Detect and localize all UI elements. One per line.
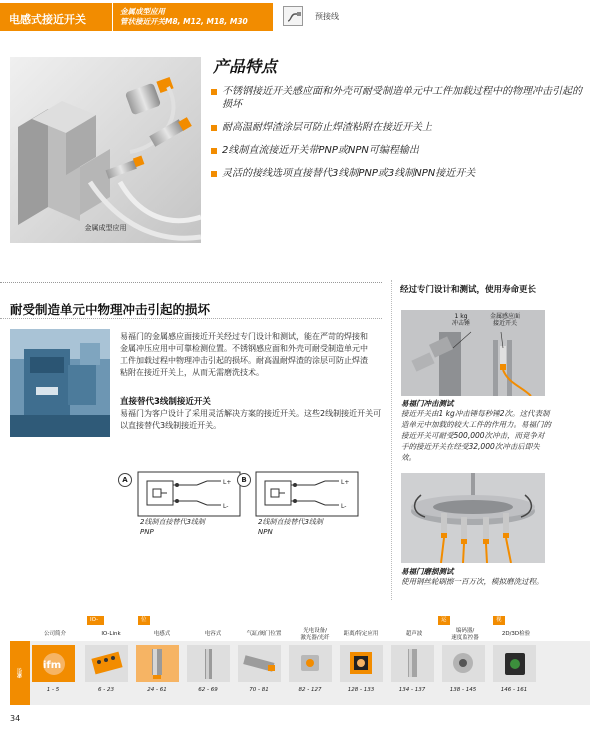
nav-label: 公司简介 (43, 631, 66, 637)
nav-page-range: 146 - 161 (500, 687, 528, 693)
caption-line: 2线制直接替代3线制 (140, 518, 205, 526)
wiring-diagram-pnp (137, 471, 241, 519)
feature-item: 耐高温耐焊渣涂层可防止焊渣粘附在接近开关上 (210, 121, 590, 134)
nav-item-labels (0, 628, 600, 642)
nav-tile-vision[interactable] (493, 645, 536, 682)
nav-page-range: 1 - 5 (46, 687, 60, 693)
nav-page-range: 134 - 137 (398, 687, 426, 693)
nav-label: IO-Link (101, 631, 121, 637)
lplus-label: L+ (341, 479, 350, 486)
feature-item: 灵活的接线选项直接替代3线制PNP或3线制NPN接近开关 (210, 167, 590, 180)
cable-icon (283, 6, 303, 26)
diagram-caption-a (140, 517, 205, 537)
encoder-icon (442, 645, 485, 682)
nav-tile-distance[interactable] (340, 645, 383, 682)
caption-line: 2线制直接替代3线制 (258, 518, 323, 526)
hammer-label: 1 kg 冲击锤 (452, 313, 471, 327)
nav-label: 超声波 (405, 631, 423, 637)
replacement-paragraph: 易福门为客户设计了采用灵活解决方案的接近开关。这些2线制接近开关可以直接替代3线制接近开关。 (120, 409, 382, 430)
page-header (0, 0, 600, 34)
features-title: 产品特点 (213, 57, 278, 76)
index-side-label: 索引 (17, 668, 23, 678)
nav-page-range: 82 - 127 (298, 687, 322, 693)
ifm-logo-icon (32, 645, 75, 682)
lplus-label: L+ (223, 479, 232, 486)
lminus-label: L- (341, 503, 347, 510)
durability-title: 经过专门设计和测试，使用寿命更长 (400, 285, 537, 295)
subsection-title (113, 3, 273, 31)
nav-tile-io-link[interactable] (85, 645, 128, 682)
nav-tile-capacitive[interactable] (187, 645, 230, 682)
lminus-label: L- (223, 503, 229, 510)
ultrasonic-sensor-icon (391, 645, 434, 682)
nav-label: 2D/3D检验 (501, 631, 531, 637)
diagram-caption-b (258, 517, 323, 537)
column-divider (391, 280, 392, 600)
feature-item: 不锈钢接近开关感应面和外壳可耐受制造单元中工件加载过程中的物理冲击引起的损坏 (210, 85, 590, 111)
nav-label: 电容式 (204, 631, 222, 637)
nav-page-range: 138 - 145 (449, 687, 477, 693)
nav-tile-cylinder[interactable] (238, 645, 281, 682)
subsection-line-1: 金属成型应用 (120, 7, 165, 16)
caption-type: PNP (140, 528, 154, 536)
hero-caption: 金属成型应用 (84, 224, 127, 232)
category-label: 预接线 (315, 12, 339, 21)
replacement-subheading: 直接替代3线制接近开关 (120, 397, 211, 407)
nav-label: 距离/特定应用 (343, 631, 379, 637)
vision-sensor-icon (493, 645, 536, 682)
diagram-badge-a: A (118, 473, 132, 487)
wiring-diagram-npn (255, 471, 359, 519)
caption-type: NPN (258, 528, 273, 536)
inductive-sensor-icon (136, 645, 179, 682)
tag-position-sensors: 位置传 (138, 616, 150, 625)
sensor-illustration (10, 57, 201, 243)
nav-page-range: 6 - 23 (98, 687, 114, 693)
intro-paragraph: 易福门的金属感应面接近开关经过专门设计和测试，能在严苛的焊接和金属冲压应用中可靠检测位置。不锈钢感应面和外壳可耐受制造单元中工件加载过程中物理冲击引起的损坏。耐高温耐焊渣的涂层可防止焊渣粘附在接近开关上，从而无需磨洗技术。 (120, 332, 368, 377)
nav-page-range: 70 - 81 (249, 687, 269, 693)
io-link-module-icon (85, 645, 128, 682)
nav-tile-photoelectric[interactable] (289, 645, 332, 682)
index-panel (30, 641, 590, 705)
wear-test-photo (401, 473, 545, 563)
wear-test-text: 使用钢丝轮刷擦一百万次，模拟磨洗过程。 (401, 577, 544, 586)
nav-tile-company[interactable] (32, 645, 75, 682)
section-title: 电感式接近开关 (0, 3, 112, 31)
photoelectric-sensor-icon (289, 645, 332, 682)
title-rule (0, 318, 382, 319)
nav-page-range: 128 - 133 (347, 687, 375, 693)
distance-sensor-icon (340, 645, 383, 682)
sensor-label: 金属感应面 接近开关 (490, 313, 521, 327)
tag-io-link: IO-Link (87, 616, 104, 625)
nav-label: 编码器/ 速度监控器 (451, 628, 479, 641)
features-list (210, 85, 590, 190)
feature-item: 2线制直流接近开关带PNP或NPN可编程输出 (210, 144, 590, 157)
nav-tile-ultrasonic[interactable] (391, 645, 434, 682)
nav-label: 气缸/阀门位置 (246, 631, 282, 637)
tag-motion-controllers: 运动控 (438, 616, 450, 625)
subsection-line-2: 管状接近开关M8, M12, M18, M30 (120, 17, 248, 26)
impact-test-photo (401, 310, 545, 396)
nav-label: 光电设备/ 激光器/光纤 (300, 628, 330, 641)
nav-page-range: 24 - 61 (147, 687, 167, 693)
cylinder-sensor-icon (238, 645, 281, 682)
tag-vision-sensors: 视觉传 (493, 616, 505, 625)
wear-test-title: 易福门磨损测试 (401, 567, 454, 576)
impact-test-text: 接近开关由1 kg冲击锤每秒锤2次。这代表制造单元中加载的较大工件的作用力。易福门的接近开关可耐受500,000次冲击，而竞争对手的接近开关在经受32,000次冲击后即失效。 (401, 409, 551, 462)
nav-tile-encoder[interactable] (442, 645, 485, 682)
diagram-badge-b: B (237, 473, 251, 487)
svg-text:ifm: ifm (43, 660, 62, 671)
nav-page-range: 62 - 69 (198, 687, 218, 693)
section-divider (0, 282, 382, 283)
nav-tile-inductive[interactable] (136, 645, 179, 682)
page-number: 34 (10, 714, 21, 723)
impact-test-title: 易福门冲击测试 (401, 399, 454, 408)
capacitive-sensor-icon (187, 645, 230, 682)
catalog-index-strip (10, 641, 590, 705)
nav-label: 电感式 (153, 631, 171, 637)
factory-photo (10, 329, 110, 437)
hero-product-image (10, 57, 201, 243)
main-section-title: 耐受制造单元中物理冲击引起的损坏 (10, 302, 211, 317)
